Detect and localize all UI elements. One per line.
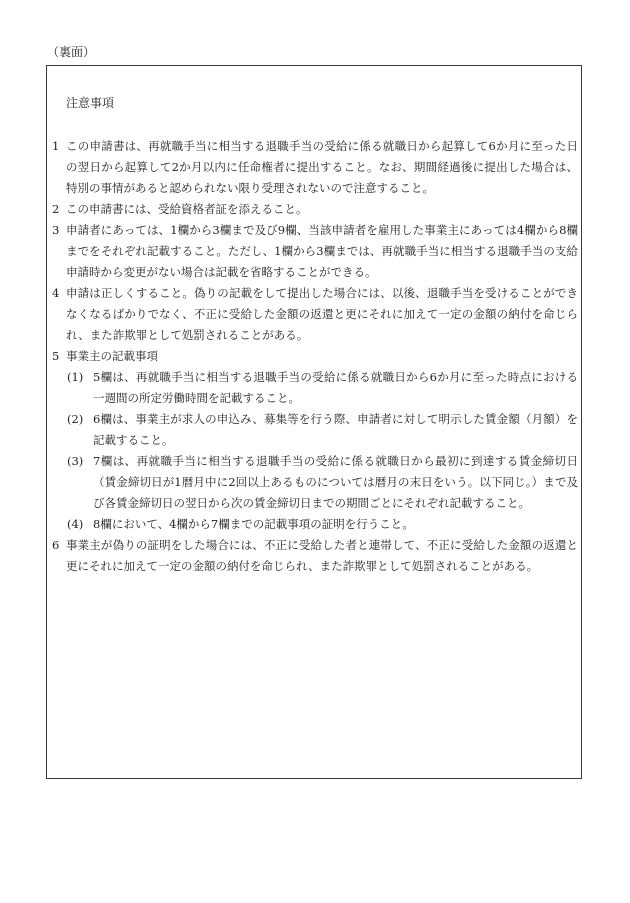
note-item (52, 346, 578, 367)
note-number: (2) (67, 412, 84, 426)
note-item (52, 199, 578, 220)
note-number: 3 (52, 223, 60, 237)
notes-heading: 注意事項 (66, 96, 115, 110)
note-number: 1 (52, 139, 60, 153)
note-number: 2 (52, 202, 60, 216)
note-number: 5 (52, 349, 60, 363)
note-number: 6 (52, 538, 60, 552)
note-subitem (52, 409, 578, 451)
notes-list (52, 136, 578, 577)
note-text: 7欄は、再就職手当に相当する退職手当の受給に係る就職日から最初に到達する賃金締切日（賃金締切日が1暦月中に2回以上あるものについては暦月の末日をいう。以下同じ。）まで及び各賃金締切日の翌日から次の賃金締切日までの期間ごとにそれぞれ記載すること。 (93, 454, 578, 510)
notes-frame (46, 65, 582, 779)
note-subitem (52, 451, 578, 514)
note-text: 事業主が偽りの証明をした場合には、不正に受給した者と連帯して、不正に受給した金額の返還と更にそれに加えて一定の金額の納付を命じられ、また詐欺罪として処罰されることがある。 (66, 538, 578, 573)
note-number: (3) (67, 454, 84, 468)
note-number: 4 (52, 286, 60, 300)
note-subitem (52, 367, 578, 409)
note-item (52, 535, 578, 577)
note-text: 事業主の記載事項 (66, 349, 158, 363)
page-side-label: （裏面） (47, 45, 96, 59)
note-item (52, 283, 578, 346)
note-text: 5欄は、再就職手当に相当する退職手当の受給に係る就職日から6か月に至った時点における一週間の所定労働時間を記載すること。 (93, 370, 578, 405)
note-item (52, 136, 578, 199)
note-subitem (52, 514, 578, 535)
note-text: 6欄は、事業主が求人の申込み、募集等を行う際、申請者に対して明示した賃金額（月額）を記載すること。 (93, 412, 578, 447)
note-text: 申請者にあっては、1欄から3欄まで及び9欄、当該申請者を雇用した事業主にあっては4欄から8欄までをそれぞれ記載すること。ただし、1欄から3欄までは、再就職手当に相当する退職手当の支給申請時から変更がない場合は記載を省略することができる。 (66, 223, 578, 279)
note-text: この申請書は、再就職手当に相当する退職手当の受給に係る就職日から起算して6か月に至った日の翌日から起算して2か月以内に任命権者に提出すること。なお、期間経過後に提出した場合は、特別の事情があると認められない限り受理されないので注意すること。 (66, 139, 578, 195)
note-number: (4) (67, 517, 84, 531)
note-number: (1) (67, 370, 84, 384)
note-text: 8欄において、4欄から7欄までの記載事項の証明を行うこと。 (93, 517, 414, 531)
note-item (52, 220, 578, 283)
note-text: 申請は正しくすること。偽りの記載をして提出した場合には、以後、退職手当を受けることができなくなるばかりでなく、不正に受給した金額の返還と更にそれに加えて一定の金額の納付を命じられ、また詐欺罪として処罰されることがある。 (66, 286, 578, 342)
note-text: この申請書には、受給資格者証を添えること。 (66, 202, 308, 216)
